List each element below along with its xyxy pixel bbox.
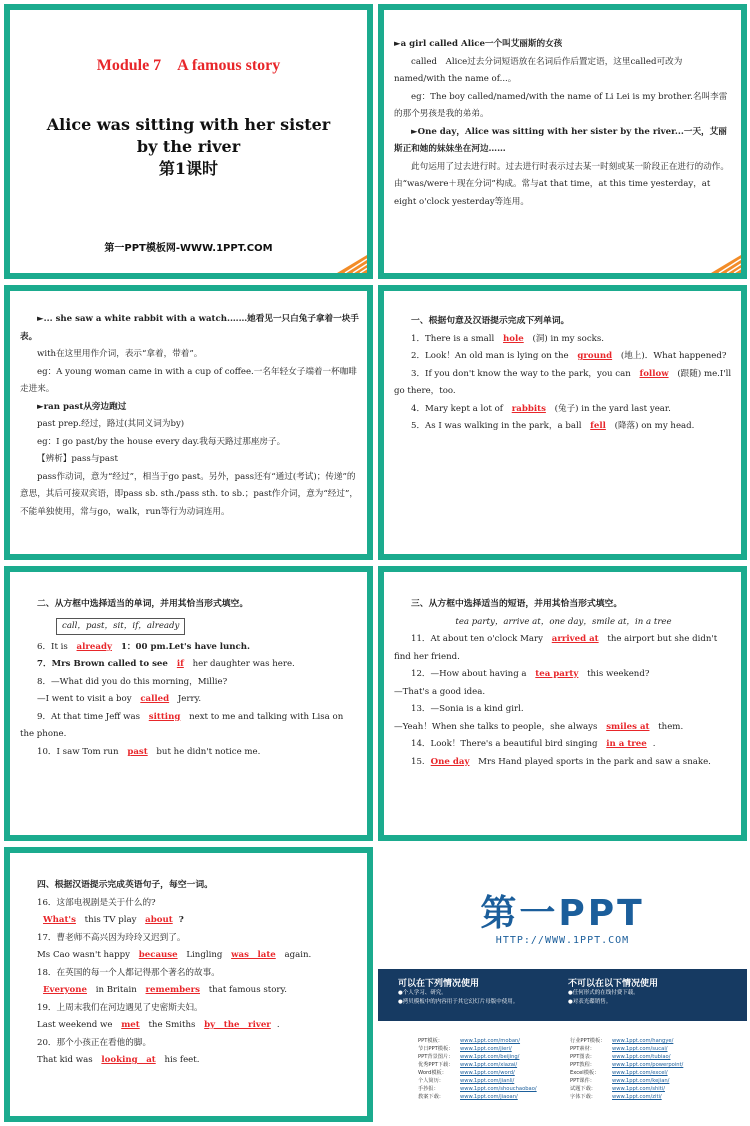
link-url[interactable]: www.1ppt.com/beijing/ <box>460 1054 520 1060</box>
item-text: ? <box>178 915 184 925</box>
exercise-item <box>394 736 733 754</box>
exercise-item <box>20 744 359 762</box>
answer: called <box>140 694 170 704</box>
usage-can <box>398 976 518 1007</box>
note-heading: ►a girl called Alice一个叫艾丽斯的女孩 <box>394 39 563 49</box>
exercise-item <box>394 701 733 719</box>
link-url[interactable]: www.1ppt.com/moban/ <box>460 1038 521 1044</box>
item-text: Jerry. <box>175 694 202 704</box>
item-text: (降落) on my head. <box>611 421 695 431</box>
answer: already <box>76 641 112 652</box>
exercise-item <box>394 631 733 666</box>
link-label: 教案下载： <box>418 1094 444 1100</box>
answer: ground <box>577 351 613 361</box>
exercise-item <box>394 331 733 349</box>
corner-stripes-icon <box>333 255 367 273</box>
brand-text: 第一PPT模板网-WWW.1PPT.COM <box>104 243 273 254</box>
item-text: Ms Cao wasn't happy <box>37 950 133 960</box>
link-row[interactable] <box>570 1053 683 1061</box>
link-label: PPT背景图片： <box>418 1054 454 1060</box>
note-example: eg：A young woman came in with a cup of coffee.一名年轻女子端着一杯咖啡走进来。 <box>20 366 357 394</box>
item-text: . <box>652 739 656 749</box>
note-subheading: 【辨析】pass与past <box>37 454 118 464</box>
exercise-item <box>20 656 359 674</box>
link-row[interactable] <box>570 1061 683 1069</box>
link-label: PPT图表： <box>570 1054 595 1060</box>
exercise-item <box>20 691 359 709</box>
item-text: his feet. <box>161 1055 200 1065</box>
answer: What's <box>43 915 76 925</box>
lesson-title-line: by the river <box>136 137 241 156</box>
link-row[interactable] <box>418 1093 537 1101</box>
answer: sitting <box>148 711 181 722</box>
link-row[interactable] <box>570 1045 683 1053</box>
item-text: 7．Mrs Brown called to see <box>37 659 171 669</box>
exercise-item <box>394 366 733 401</box>
usage-can-line: ●个人学习、研究。 <box>398 990 447 996</box>
link-url[interactable]: www.1ppt.com/jiaoan/ <box>460 1094 518 1100</box>
answer: Everyone <box>43 985 87 995</box>
item-text: the airport but she didn't find her friend. <box>394 634 718 662</box>
slide-brand <box>378 847 747 1122</box>
usage-cannot-line: ●对表光碟销售。 <box>568 999 612 1005</box>
item-text: 15. <box>411 756 425 767</box>
item-text: next to me and talking with Lisa on the phone. <box>20 711 344 739</box>
answer: One day <box>430 756 470 767</box>
answer: arrived at <box>551 634 599 644</box>
exercise-prompt: 20．那个小孩正在看他的脚。 <box>37 1037 152 1048</box>
link-url[interactable]: www.1ppt.com/shiti/ <box>612 1086 665 1092</box>
answer: by the river <box>204 1020 271 1030</box>
item-text: Lingling <box>183 950 226 960</box>
exercise-item <box>20 674 359 692</box>
exercise-prompt: 17．曹老师不高兴因为玲玲又迟到了。 <box>37 932 186 943</box>
exercise-item <box>20 639 359 657</box>
exercise-item <box>394 418 733 436</box>
answer: remembers <box>145 985 200 995</box>
phrase-list: tea party，arrive at，one day，smile at，in a tree <box>455 616 672 627</box>
item-text: 12．—How about having a <box>411 669 530 679</box>
link-url[interactable]: www.1ppt.com/jianli/ <box>460 1078 515 1084</box>
link-row[interactable] <box>570 1085 683 1093</box>
item-text: . <box>276 1020 280 1030</box>
item-text: 1．There is a small <box>411 333 497 344</box>
link-row[interactable] <box>570 1093 683 1101</box>
note-heading: ►One day，Alice was sitting with her sister by the river...一天，艾丽斯正和她的妹妹坐在河边…… <box>394 126 727 154</box>
item-text: 4．Mary kept a lot of <box>411 403 506 414</box>
corner-stripes-icon <box>707 255 741 273</box>
item-text: (洞) in my socks. <box>529 333 604 344</box>
links-right <box>570 1037 683 1101</box>
link-url[interactable]: www.1ppt.com/powerpoint/ <box>612 1062 684 1068</box>
link-label: 个人简历： <box>418 1078 444 1084</box>
link-label: 节日PPT模板： <box>418 1046 454 1052</box>
module-heading: Module 7 A famous story <box>96 57 281 74</box>
lesson-title <box>10 114 367 180</box>
link-label: Excel模板： <box>570 1070 600 1076</box>
exercise-item <box>20 912 359 930</box>
exercise-heading: 三、从方框中选择适当的短语，并用其恰当形式填空。 <box>411 599 623 609</box>
link-label: PPT模板： <box>418 1038 443 1044</box>
answer: met <box>121 1020 140 1030</box>
link-url[interactable]: www.1ppt.com/jieri/ <box>460 1046 512 1052</box>
link-url[interactable]: www.1ppt.com/excel/ <box>612 1070 668 1076</box>
note-text: 此句运用了过去进行时。过去进行时表示过去某一时刻或某一阶段正在进行的动作。由“was/were＋现在分词”构成。常与at that time，at this time yesterday，at eight o'clock yesterday等连用。 <box>394 161 729 207</box>
answer: tea party <box>535 669 579 679</box>
item-text: 10．I saw Tom run <box>37 746 122 757</box>
slide-exercise-2 <box>4 566 373 841</box>
link-label: PPT素材： <box>570 1046 595 1052</box>
item-text: this weekend? <box>584 669 650 679</box>
item-text: them. <box>655 721 684 732</box>
link-row[interactable] <box>418 1077 537 1085</box>
link-url[interactable]: www.1ppt.com/xiazai/ <box>460 1062 518 1068</box>
item-text: —I went to visit a boy <box>37 694 135 704</box>
link-row[interactable] <box>570 1037 683 1045</box>
exercise-item <box>20 982 359 1000</box>
answer: if <box>176 659 184 669</box>
link-url[interactable]: www.1ppt.com/tubiao/ <box>612 1054 671 1060</box>
slide-exercise-4 <box>4 847 373 1122</box>
note-text: with在这里用作介词，表示“拿着，带着”。 <box>37 349 203 359</box>
exercise-prompt: 19．上周末我们在河边遇见了史密斯夫妇。 <box>37 1002 203 1013</box>
link-label: 优秀PPT下载： <box>418 1062 454 1068</box>
exercise-item <box>20 1052 359 1070</box>
link-url[interactable]: www.1ppt.com/ziti/ <box>612 1094 662 1100</box>
link-url[interactable]: www.1ppt.com/word/ <box>460 1070 515 1076</box>
item-text: in Britain <box>92 985 140 995</box>
item-text: but he didn't notice me. <box>153 746 261 757</box>
exercise-prompt: 18．在英国的每一个人都记得那个著名的故事。 <box>37 967 220 978</box>
item-text: 11．At about ten o'clock Mary <box>411 634 546 644</box>
answer: about <box>145 915 173 925</box>
link-row[interactable] <box>418 1061 537 1069</box>
note-text: past prep.经过，路过(其同义词为by) <box>37 419 185 429</box>
item-text: that famous story. <box>206 985 287 995</box>
note-text: pass作动词，意为“经过”，相当于go past。另外，pass还有“通过(考试)；传递”的意思，其后可接双宾语，即pass sb. sth./pass sth. to sb.；past作介词，意为“经过”，不能单独使用，常与go，walk，run等行为动词连用。 <box>20 471 358 517</box>
item-text: 1：00 pm.Let's have lunch. <box>117 641 251 652</box>
link-label: PPT课件： <box>570 1078 595 1084</box>
lesson-title-line: Alice was sitting with her sister <box>46 115 331 134</box>
link-label: 行业PPT模板： <box>570 1038 606 1044</box>
exercise-item <box>394 754 733 772</box>
item-text: 9．At that time Jeff was <box>37 711 143 722</box>
lesson-title-line: 第1课时 <box>158 159 219 178</box>
exercise-item <box>20 947 359 965</box>
item-text: —Yeah！When she talks to people，she always <box>394 721 601 732</box>
item-text: 5．As I was walking in the park，a ball <box>411 421 585 431</box>
link-label: 手抄报： <box>418 1086 439 1092</box>
usage-band <box>378 969 747 1021</box>
exercise-item <box>20 709 359 744</box>
link-label: 试题下载： <box>570 1086 596 1092</box>
slide-notes-rabbit <box>4 285 373 560</box>
answer: was late <box>231 950 276 960</box>
note-heading: ►ran past从旁边跑过 <box>37 401 127 412</box>
link-row[interactable] <box>570 1069 683 1077</box>
link-row[interactable] <box>418 1045 537 1053</box>
exercise-item <box>394 401 733 419</box>
item-text: (兔子) in the yard last year. <box>551 403 671 414</box>
item-text: again. <box>281 950 312 960</box>
link-url[interactable]: www.1ppt.com/sucai/ <box>612 1046 668 1052</box>
item-text: —That's a good idea. <box>394 686 486 697</box>
exercise-heading: 四、根据汉语提示完成英语句子，每空一词。 <box>37 880 213 890</box>
note-example: eg：The boy called/named/with the name of Li Lei is my brother.名叫李雷的那个男孩是我的弟弟。 <box>394 91 728 119</box>
exercise-item <box>394 666 733 684</box>
answer: fell <box>590 421 606 431</box>
link-url[interactable]: www.1ppt.com/hangye/ <box>612 1038 674 1044</box>
link-row[interactable] <box>418 1085 537 1093</box>
exercise-item <box>20 1017 359 1035</box>
link-label: Word模板： <box>418 1070 447 1076</box>
link-label: 字体下载： <box>570 1094 596 1100</box>
note-heading: ►... she saw a white rabbit with a watch.……她看见一只白兔子拿着一块手表。 <box>20 314 359 342</box>
usage-cannot-title: 不可以在以下情况使用 <box>568 979 659 989</box>
usage-cannot <box>568 976 658 1007</box>
ppt-logo: 第一PPT <box>480 893 645 934</box>
item-text: Last weekend we <box>37 1020 116 1030</box>
usage-can-title: 可以在下列情况使用 <box>398 979 480 989</box>
slide-exercise-1 <box>378 285 747 560</box>
exercise-heading: 二、从方框中选择适当的单词，并用其恰当形式填空。 <box>37 599 249 609</box>
exercise-item <box>394 719 733 737</box>
answer: past <box>127 746 148 757</box>
exercise-item <box>394 684 733 702</box>
answer: smiles at <box>606 721 650 732</box>
item-text: Mrs Hand played sports in the park and saw a snake. <box>475 756 711 767</box>
note-example: eg：I go past/by the house every day.我每天路过那座房子。 <box>37 436 286 447</box>
item-text: 8．—What did you do this morning，Millie? <box>37 676 228 687</box>
link-row[interactable] <box>418 1053 537 1061</box>
link-url[interactable]: www.1ppt.com/kejian/ <box>612 1078 670 1084</box>
ppt-url[interactable]: HTTP://WWW.1PPT.COM <box>495 935 630 946</box>
item-text: 14．Look！There's a beautiful bird singing <box>411 739 601 749</box>
link-row[interactable] <box>418 1037 537 1045</box>
exercise-heading: 一、根据句意及汉语提示完成下列单词。 <box>411 316 570 326</box>
item-text: 6．It is <box>37 641 71 652</box>
item-text: 3．If you don't know the way to the park，you can <box>411 368 634 379</box>
link-url[interactable]: www.1ppt.com/shouchaobao/ <box>460 1086 537 1092</box>
answer: because <box>138 950 178 960</box>
slide-exercise-3 <box>378 566 747 841</box>
slide-title <box>4 4 373 279</box>
note-text: called Alice过去分词短语放在名词后作后置定语，这里called可改为named/with the name of...。 <box>394 56 683 84</box>
item-text: That kid was <box>37 1055 96 1065</box>
item-text: her daughter was here. <box>189 659 295 669</box>
exercise-item <box>394 348 733 366</box>
usage-can-line: ●拷贝模板中的内容用于其它幻灯片母版中使用。 <box>398 999 519 1005</box>
answer: rabbits <box>511 403 546 414</box>
answer: in a tree <box>606 739 647 749</box>
usage-cannot-line: ●任何形式的在线付费下载。 <box>568 990 639 996</box>
item-text: 2．Look！An old man is lying on the <box>411 351 572 361</box>
slide-notes-alice <box>378 4 747 279</box>
item-text: this TV play <box>81 915 140 925</box>
links-left <box>418 1037 537 1101</box>
item-text: (地上)．What happened? <box>618 351 727 361</box>
item-text: (跟随) me.I'll go there，too. <box>394 368 732 396</box>
item-text: 13．—Sonia is a kind girl. <box>411 704 524 714</box>
answer: hole <box>503 333 524 344</box>
exercise-prompt: 16．这部电视剧是关于什么的? <box>37 897 156 908</box>
item-text: the Smiths <box>145 1020 199 1030</box>
link-label: PPT教程： <box>570 1062 595 1068</box>
answer: looking at <box>101 1055 156 1065</box>
link-row[interactable] <box>418 1069 537 1077</box>
word-box: call，past，sit，if，already <box>56 618 185 635</box>
answer: follow <box>639 368 669 379</box>
link-row[interactable] <box>570 1077 683 1085</box>
